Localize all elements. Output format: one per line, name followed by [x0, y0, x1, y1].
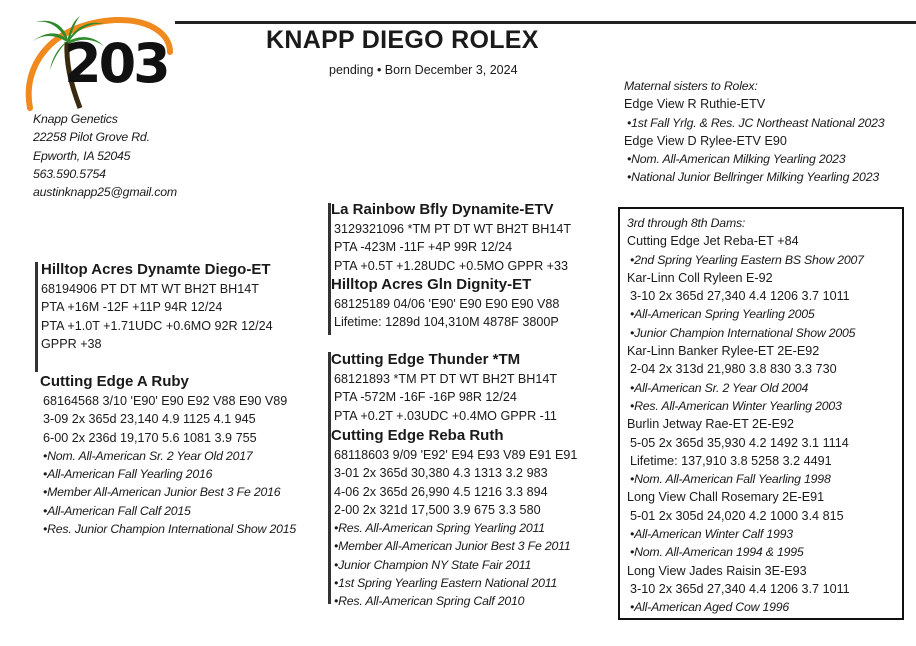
ancestral-dam-award: •All-American Winter Calf 1993 — [630, 527, 793, 542]
dam-dam-line: 3-01 2x 365d 30,380 4.3 1313 3.2 983 — [334, 466, 548, 481]
ancestral-dam-record: 5-01 2x 305d 24,020 4.2 1000 3.4 815 — [630, 508, 844, 523]
dam-award: •Res. Junior Champion International Show 2015 — [43, 522, 297, 537]
contact-block — [33, 110, 177, 201]
dam-dam-award: •1st Spring Yearling Eastern National 2011 — [334, 576, 558, 591]
sire-line: PTA +16M -12F +11P 94R 12/24 — [41, 300, 223, 315]
sire-dam-line: 68125189 04/06 'E90' E90 E90 E90 V88 — [334, 297, 560, 311]
ancestral-dams-heading: 3rd through 8th Dams: — [627, 216, 746, 230]
dam-dam-line: 68118603 9/09 'E92' E94 E93 V89 E91 E91 — [334, 448, 578, 462]
sire-sire-name: La Rainbow Bfly Dynamite-ETV — [331, 201, 554, 218]
dam-dam-award: •Junior Champion NY State Fair 2011 — [334, 557, 532, 572]
sire-line: PTA +1.0T +1.71UDC +0.6MO 92R 12/24 — [41, 318, 273, 333]
ancestral-dam-record: Lifetime: 137,910 3.8 5258 3.2 4491 — [630, 453, 832, 468]
sire-sire-line: PTA -423M -11F +4P 99R 12/24 — [334, 240, 513, 255]
ancestral-dam-record: 3-10 2x 365d 27,340 4.4 1206 3.7 1011 — [630, 581, 850, 596]
logo-number: 203 — [64, 32, 168, 95]
sister-award: •1st Fall Yrlg. & Res. JC Northeast National 2023 — [627, 115, 885, 130]
dam-line: 3-09 2x 365d 23,140 4.9 1125 4.1 945 — [43, 412, 256, 427]
dam-dam-name: Cutting Edge Reba Ruth — [331, 427, 504, 444]
dam-line: 6-00 2x 236d 19,170 5.6 1081 3.9 755 — [43, 430, 257, 445]
ancestral-dam-record: 3-10 2x 365d 27,340 4.4 1206 3.7 1011 — [630, 289, 850, 304]
dam-block — [40, 372, 296, 538]
ancestral-dam-name: Long View Chall Rosemary 2E-E91 — [627, 490, 825, 505]
ancestral-dam-name: Kar-Linn Coll Ryleen E-92 — [627, 270, 773, 285]
ancestral-dam-award: •All-American Spring Yearling 2005 — [630, 307, 815, 322]
sister-award: •National Junior Bellringer Milking Yearling 2023 — [627, 170, 879, 185]
sire-dam-block — [331, 275, 559, 332]
ancestral-dam-name: Long View Jades Raisin 3E-E93 — [627, 563, 807, 578]
dam-sire-line: 68121893 *TM PT DT WT BH2T BH14T — [334, 372, 558, 386]
pedigree-brace — [35, 262, 38, 372]
sire-dam-name: Hilltop Acres Gln Dignity-ET — [331, 276, 532, 293]
contact-email: austinknapp25@gmail.com — [33, 185, 177, 200]
ancestral-dam-record: 2-04 2x 313d 21,980 3.8 830 3.3 730 — [630, 362, 837, 377]
dam-award: •Member All-American Junior Best 3 Fe 2016 — [43, 485, 281, 500]
dam-sire-line: PTA +0.2T +.03UDC +0.4MO GPPR -11 — [334, 408, 557, 423]
page-title: KNAPP DIEGO ROLEX — [266, 26, 539, 54]
sire-line: GPPR +38 — [41, 336, 102, 351]
ancestral-dam-award: •Junior Champion International Show 2005 — [630, 325, 856, 340]
ancestral-dam-award: •2nd Spring Yearling Eastern BS Show 2007 — [630, 252, 864, 267]
dam-dam-award: •Member All-American Junior Best 3 Fe 2011 — [334, 539, 571, 554]
ancestral-dam-award: •All-American Aged Cow 1996 — [630, 600, 790, 615]
dam-name: Cutting Edge A Ruby — [40, 373, 189, 390]
contact-address: 22258 Pilot Grove Rd. — [33, 130, 150, 145]
ancestral-dam-award: •All-American Sr. 2 Year Old 2004 — [630, 380, 809, 395]
dam-line: 68164568 3/10 'E90' E90 E92 V88 E90 V89 — [43, 394, 288, 408]
sire-name: Hilltop Acres Dynamte Diego-ET — [41, 261, 271, 278]
dam-award: •All-American Fall Calf 2015 — [43, 503, 191, 518]
farm-logo — [20, 12, 180, 112]
contact-city: Epworth, IA 52045 — [33, 148, 131, 163]
ancestral-dam-award: •Nom. All-American 1994 & 1995 — [630, 545, 804, 560]
dam-dam-award: •Res. All-American Spring Yearling 2011 — [334, 521, 545, 536]
ancestral-dam-name: Cutting Edge Jet Reba-ET +84 — [627, 234, 799, 249]
ancestral-dam-award: •Nom. All-American Fall Yearling 1998 — [630, 472, 831, 487]
contact-phone: 563.590.5754 — [33, 166, 106, 181]
dam-dam-block — [331, 426, 577, 611]
dam-sire-block — [331, 350, 557, 425]
ancestral-dam-award: •Res. All-American Winter Yearling 2003 — [630, 398, 842, 413]
dam-dam-line: 2-00 2x 321d 17,500 3.9 675 3.3 580 — [334, 502, 541, 517]
sire-dam-line: Lifetime: 1289d 104,310M 4878F 3800P — [334, 315, 559, 330]
sister-name: Edge View D Rylee-ETV E90 — [624, 133, 787, 148]
ancestral-dam-record: 5-05 2x 365d 35,930 4.2 1492 3.1 1114 — [630, 435, 849, 450]
header-rule — [175, 21, 916, 24]
maternal-sisters-block — [624, 77, 884, 187]
sire-block — [41, 260, 273, 353]
dam-dam-award: •Res. All-American Spring Calf 2010 — [334, 594, 525, 609]
maternal-sisters-heading: Maternal sisters to Rolex: — [624, 79, 758, 93]
ancestral-dams-box — [618, 207, 904, 620]
sire-sire-line: PTA +0.5T +1.28UDC +0.5MO GPPR +33 — [334, 258, 569, 273]
sire-sire-line: 3129321096 *TM PT DT WT BH2T BH14T — [334, 222, 572, 236]
sister-name: Edge View R Ruthie-ETV — [624, 97, 766, 112]
sire-line: 68194906 PT DT MT WT BH2T BH14T — [41, 282, 259, 296]
ancestral-dam-name: Burlin Jetway Rae-ET 2E-E92 — [627, 417, 795, 432]
birth-status: pending • Born December 3, 2024 — [329, 63, 518, 77]
ancestral-dam-name: Kar-Linn Banker Rylee-ET 2E-E92 — [627, 344, 820, 359]
dam-dam-line: 4-06 2x 365d 26,990 4.5 1216 3.3 894 — [334, 484, 548, 499]
dam-award: •All-American Fall Yearling 2016 — [43, 467, 213, 482]
sire-sire-block — [331, 200, 571, 275]
dam-sire-line: PTA -572M -16F -16P 98R 12/24 — [334, 390, 517, 405]
dam-sire-name: Cutting Edge Thunder *TM — [331, 351, 521, 368]
contact-farm: Knapp Genetics — [33, 112, 118, 126]
sister-award: •Nom. All-American Milking Yearling 2023 — [627, 152, 846, 167]
dam-award: •Nom. All-American Sr. 2 Year Old 2017 — [43, 448, 253, 463]
